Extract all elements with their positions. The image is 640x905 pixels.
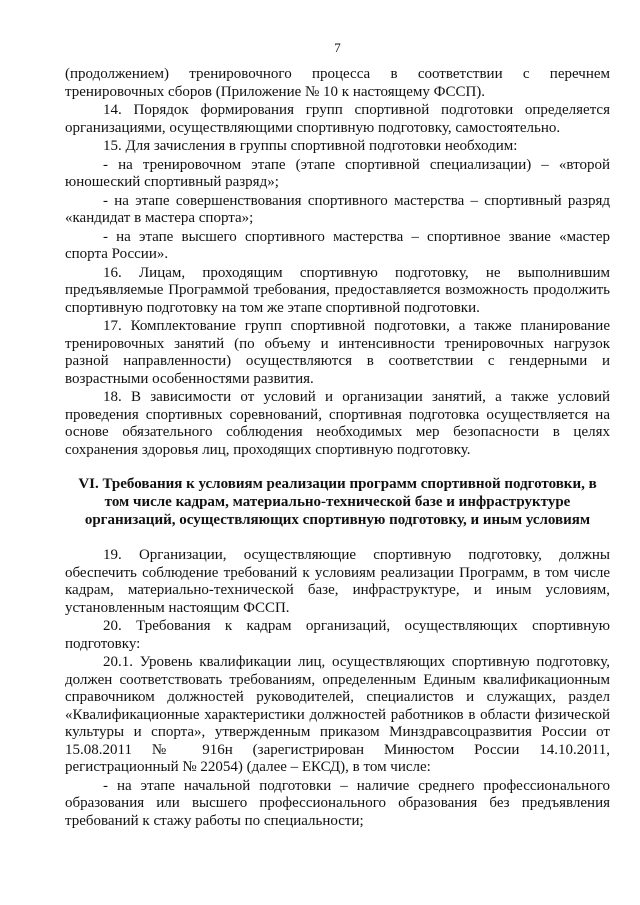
- paragraph: - на этапе совершенствования спортивного мастерства – спортивный разряд «кандидат в мастера спорта»;: [65, 192, 610, 226]
- paragraphs-after: [65, 547, 610, 830]
- paragraph: 20. Требования к кадрам организаций, осуществляющих спортивную подготовку:: [65, 618, 610, 652]
- paragraph: - на тренировочном этапе (этапе спортивной специализации) – «второй юношеский спортивный разряд»;: [65, 156, 610, 190]
- paragraph: 15. Для зачисления в группы спортивной подготовки необходим:: [103, 138, 518, 154]
- paragraph: 17. Комплектование групп спортивной подготовки, а также планирование тренировочных занятий (по объему и интенсивности тренировочных нагрузок разной направленности) осуществляются в соответствии с гендерными и возрастными особенностями развития.: [65, 318, 610, 387]
- paragraph: 14. Порядок формирования групп спортивной подготовки определяется организациями, осуществляющими спортивную подготовку, самостоятельно.: [65, 102, 610, 136]
- paragraph: 19. Организации, осуществляющие спортивную подготовку, должны обеспечить соблюдение требований к условиям реализации Программ, в том числе кадрам, материально-технической базе, инфраструктуре, и иным условиям, установленным настоящим ФССП.: [65, 547, 610, 616]
- paragraphs-before: [65, 66, 610, 459]
- paragraph: (продолжением) тренировочного процесса в соответствии с перечнем тренировочных сборов (Приложение № 10 к настоящему ФССП).: [65, 66, 610, 100]
- page-number: 7: [334, 40, 341, 55]
- paragraph: - на этапе начальной подготовки – наличие среднего профессионального образования или высшего профессионального образования без предъявления требований к стажу работы по специальности;: [65, 777, 610, 829]
- paragraph: 18. В зависимости от условий и организации занятий, а также условий проведения спортивных соревнований, спортивная подготовка осуществляется на основе обязательного соблюдения необходимых мер безопасности в целях сохранения здоровья лиц, проходящих спортивную подготовку.: [65, 389, 610, 458]
- paragraph: - на этапе высшего спортивного мастерства – спортивное звание «мастер спорта России».: [65, 228, 610, 262]
- section-title: VI. Требования к условиям реализации программ спортивной подготовки, в том числе кадрам, материально-технической базе и инфраструктуре организаций, осуществляющих спортивную подготовку, и иным условиям: [78, 476, 597, 528]
- paragraph: 16. Лицам, проходящим спортивную подготовку, не выполнившим предъявляемые Программой требования, предоставляется возможность продолжить спортивную подготовку на том же этапе спортивной подготовки.: [65, 264, 610, 316]
- paragraph: 20.1. Уровень квалификации лиц, осуществляющих спортивную подготовку, должен соответствовать требованиям, определенным Единым квалификационным справочником должностей руководителей, специалистов и служащих, раздел «Квалификационные характеристики должностей работников в области физической культуры и спорта», утвержденным приказом Минздравсоцразвития России от 15.08.2011 № 916н (зарегистрирован Минюстом России 14.10.2011, регистрационный № 22054) (далее – ЕКСД), в том числе:: [65, 654, 610, 775]
